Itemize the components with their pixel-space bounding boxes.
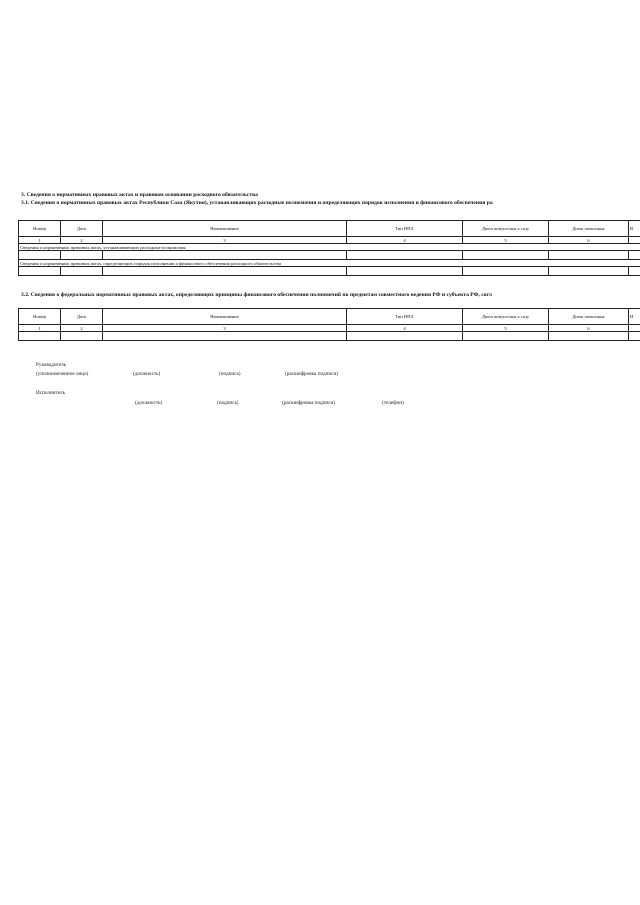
table-number-row — [19, 237, 640, 244]
table-cell — [61, 332, 103, 341]
table-cell — [463, 251, 549, 260]
col-number-4: 4 — [347, 237, 463, 244]
table-cell — [103, 332, 347, 341]
table-cell — [549, 267, 629, 276]
col-header-name: Наименование — [103, 309, 347, 325]
col-number-2: 2 — [61, 325, 103, 332]
section-3-title: 3. Сведения о нормативных правовых актах и правовом основании расходного обязательства — [21, 192, 258, 198]
section-3-1-title: 3.1. Сведения о нормативных правовых актах Республики Саха (Якутия), устанавливающих расходные полномочия и определяющих порядок исполнения и финансового обеспечения ра — [21, 200, 493, 206]
exec-phone-caption: (телефон) — [382, 400, 404, 406]
npa-table-federal — [18, 308, 640, 341]
col-number-3: 3 — [103, 325, 347, 332]
table-row — [19, 332, 640, 341]
table-cell — [61, 267, 103, 276]
col-header-clipped: И — [629, 309, 640, 325]
exec-decode-caption: (расшифровка подписи) — [282, 400, 335, 406]
section-row-b — [19, 260, 640, 267]
section-label-b: Сведения о нормативных правовых актах, определяющих порядок исполнения и финансового обеспечения расходного обязательства — [19, 260, 640, 267]
col-header-clipped: В — [629, 221, 640, 237]
table-cell — [347, 332, 463, 341]
table-cell — [103, 251, 347, 260]
col-header-number: Номер — [19, 221, 61, 237]
col-header-npa-type: Тип НПА — [347, 309, 463, 325]
head-label: Руководитель — [36, 362, 67, 368]
table-cell — [629, 251, 640, 260]
table-cell — [19, 251, 61, 260]
table-cell — [629, 332, 640, 341]
col-header-npa-type: Тип НПА — [347, 221, 463, 237]
exec-position-caption: (должность) — [135, 400, 163, 406]
col-number-6: 6 — [549, 237, 629, 244]
col-number-3: 3 — [103, 237, 347, 244]
section-3-2-title: 3.2. Сведения о федеральных нормативных правовых актах, определяющих принципы финансового обеспечения полномочий по предметам совместного ведения РФ и субъекта РФ, согл — [21, 292, 492, 298]
col-header-end-date: Дата окончания — [549, 221, 629, 237]
table-cell — [549, 332, 629, 341]
table-cell — [347, 251, 463, 260]
col-number-1: 1 — [19, 325, 61, 332]
col-number-1: 1 — [19, 237, 61, 244]
exec-sign-caption: (подпись) — [217, 400, 239, 406]
table-cell — [19, 332, 61, 341]
col-number-4: 4 — [347, 325, 463, 332]
table-cell — [347, 267, 463, 276]
table-cell — [61, 251, 103, 260]
table-number-row — [19, 325, 640, 332]
col-header-number: Номер — [19, 309, 61, 325]
npa-table-regional — [18, 220, 640, 276]
head-position-caption: (должность) — [133, 371, 161, 377]
col-header-effective-date: Дата вступления в силу — [463, 221, 549, 237]
col-number-clipped — [629, 237, 640, 244]
col-number-5: 5 — [463, 237, 549, 244]
section-label-a: Сведения о нормативных правовых актах, устанавливающих расходные полномочия — [19, 244, 640, 251]
table-row — [19, 251, 640, 260]
col-number-2: 2 — [61, 237, 103, 244]
table-cell — [103, 267, 347, 276]
table-cell — [549, 251, 629, 260]
col-number-clipped — [629, 325, 640, 332]
exec-label: Исполнитель — [36, 390, 66, 396]
table-header-row — [19, 309, 640, 325]
col-header-name: Наименование — [103, 221, 347, 237]
table-cell — [463, 332, 549, 341]
col-header-effective-date: Дата вступления в силу — [463, 309, 549, 325]
head-sign-caption: (подпись) — [219, 371, 241, 377]
table-cell — [463, 267, 549, 276]
col-number-5: 5 — [463, 325, 549, 332]
table-cell — [19, 267, 61, 276]
table-header-row — [19, 221, 640, 237]
head-decode-caption: (расшифровка подписи) — [285, 371, 338, 377]
col-header-end-date: Дата окончания — [549, 309, 629, 325]
section-row-a — [19, 244, 640, 251]
table-row — [19, 267, 640, 276]
col-number-6: 6 — [549, 325, 629, 332]
col-header-date: Дата — [61, 309, 103, 325]
table-cell — [629, 267, 640, 276]
head-sub-label: (уполномоченное лицо) — [36, 371, 89, 377]
col-header-date: Дата — [61, 221, 103, 237]
